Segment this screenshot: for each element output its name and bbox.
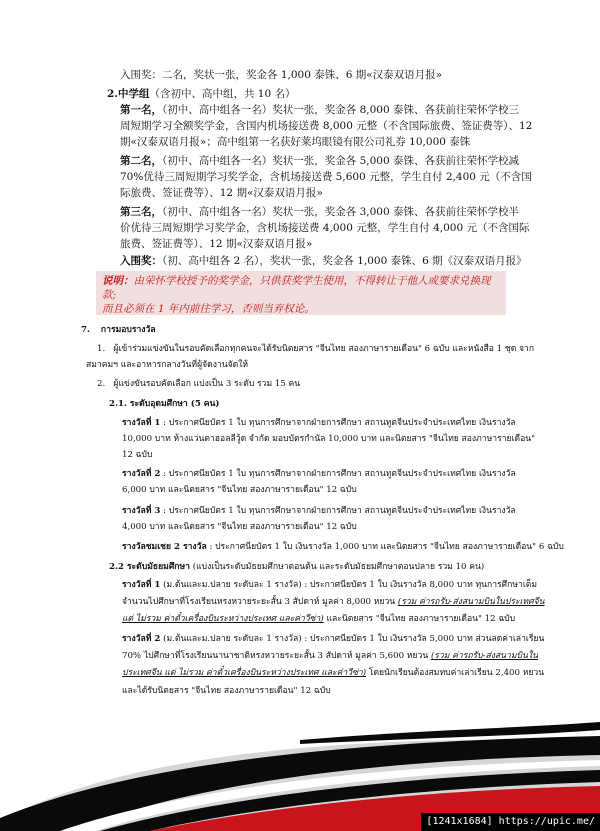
th-section-7-heading <box>81 325 156 336</box>
th-prize-label: รางวัลที่ 3 <box>122 506 161 516</box>
th-univ-prize-2 <box>122 469 516 480</box>
cn-first-prize-line <box>120 104 519 117</box>
th-sec-prize-2 <box>122 634 544 645</box>
th-univ-prize-3 <box>122 506 516 517</box>
th-para-number: 1. <box>97 344 106 354</box>
cn-line-honorable-primary: 入围奖：二名，奖状一张，奖金各 1,000 泰铢、6 期«汉泰双语月报» <box>120 69 443 81</box>
th-underlined-text: (รวม ค่ารถรับ-ส่งสนามบินใน <box>430 651 538 661</box>
cn-line: 价优待三周短期学习奖学金，含机场接送费 4,000 元整，学生自付 4,000 元（不含国际 <box>120 222 530 234</box>
note-line-2: 而且必须在 1 年内前往学习，否则当弃权论。 <box>102 303 315 315</box>
th-prize-text: : ประกาศนียบัตร 1 ใบ เงินรางวัล 1,000 บาท และนิตยสาร "จีนไทย สองภาษารายเดือน" 6 ฉบับ <box>209 542 564 552</box>
cn-second-prize-text: （初中、高中组各一名）奖状一张，奖金各 5,000 泰铢、各获前往荣怀学校减 <box>162 155 519 167</box>
th-para-text: ผู้เข้าร่วมแข่งขันในรอบคัดเลือกทุกคนจะได้รับนิตยสาร "จีนไทย สองภาษารายเดือน" 6 ฉบับ และหนังสือ 1 ชุด จาก <box>113 344 535 354</box>
cn-heading-rest: （含初中、高中组，共 10 名） <box>149 88 296 100</box>
th-prize-text: (ม.ต้นและม.ปลาย ระดับละ 1 รางวัล) : ประกาศนียบัตร 1 ใบ เงินรางวัล 8,000 บาท ทุนการศึกษาเต็ม <box>163 580 538 590</box>
th-text: 70% ไปศึกษาที่โรงเรียนนานาชาติหรงหวายระยะสั้น 3 สัปดาห์ มูลค่า 5,600 หยวน <box>122 651 429 661</box>
th-section-number: 7. <box>81 325 90 335</box>
th-underlined-text: ประเทศจีน แต่ ไม่รวม ค่าตั๋วเครื่องบินระหว่างประเทศ และค่าวีซ่า) <box>122 668 367 678</box>
th-prize-label: รางวัลที่ 1 <box>122 418 161 428</box>
cn-heading-title: 中学组 <box>117 88 150 100</box>
th-line: และได้รับนิตยสาร "จีนไทย สองภาษารายเดือน" 12 ฉบับ <box>122 686 331 696</box>
note-text-1: 由荣怀学校授予的奖学金，只供获奖学生使用，不得转让于他人或要求兑换现款; <box>102 275 491 301</box>
cn-line: 旅费、签证费等）、12 期«汉泰双语月报» <box>120 238 313 250</box>
th-para-text: ผู้แข่งขันรอบคัดเลือก แบ่งเป็น 3 ระดับ รวม 15 คน <box>113 379 301 389</box>
th-para-2 <box>97 379 300 390</box>
th-prize-text: : ประกาศนียบัตร 1 ใบ ทุนการศึกษาจากฝ่ายการศึกษา สถานทูตจีนประจำประเทศไทย เงินรางวัล <box>163 506 516 516</box>
th-prize-text: : ประกาศนียบัตร 1 ใบ ทุนการศึกษาจากฝ่ายการศึกษา สถานทูตจีนประจำประเทศไทย เงินรางวัล <box>163 418 516 428</box>
note-line-1 <box>102 274 500 302</box>
cn-first-prize-label: 第一名， <box>120 104 162 116</box>
cn-third-prize-label: 第三名， <box>120 206 162 218</box>
cn-second-prize-label: 第二名， <box>120 155 162 167</box>
image-size-badge: [1241x1684] https://upic.me/ <box>421 813 600 831</box>
th-line <box>122 651 538 662</box>
th-prize-label: รางวัลที่ 2 <box>122 469 161 479</box>
cn-heading-number: 2. <box>107 88 118 100</box>
note-label: 说明： <box>102 275 134 287</box>
th-text: และนิตยสาร "จีนไทย สองภาษารายเดือน" 12 ฉบับ <box>326 614 516 624</box>
cn-line: 70%优待三周短期学习奖学金，含机场接送费 5,600 元整，学生自付 2,400 元（不含国 <box>120 171 532 183</box>
scholarship-note-box <box>96 271 506 315</box>
cn-honorable-label: 入围奖： <box>120 255 162 267</box>
cn-honorable-text: （初、高中组各 2 名），奖状一张，奖金各 1,000 泰铢、6 期《汉泰双语月报》 <box>162 255 527 267</box>
th-line <box>122 668 544 679</box>
th-text: จำนวนไปศึกษาที่โรงเรียนหรงหวายระยะสั้น 3 สัปดาห์ มูลค่า 8,000 หยวน <box>122 597 396 607</box>
th-univ-consolation <box>122 542 564 553</box>
cn-line: 期«汉泰双语月报»；高中组第一名获好莱坞眼镜有限公司礼券 10,000 泰铢 <box>120 136 471 148</box>
th-prize-text: (ม.ต้นและม.ปลาย ระดับละ 1 รางวัล) : ประกาศนียบัตร 1 ใบ เงินรางวัล 5,000 บาท ส่วนลดค่าเล่าเรียน <box>163 634 545 644</box>
cn-third-prize-text: （初中、高中组各一名）奖状一张，奖金各 3,000 泰铢、各获前往荣怀学校半 <box>162 206 519 218</box>
th-para-1 <box>97 344 534 355</box>
th-line: 10,000 บาท ห้างแว่นตาฮอลลีวู้ด จำกัด มอบบัตรกำนัล 10,000 บาท และนิตยสาร "จีนไทย สองภาษารายเดือน" <box>122 434 536 444</box>
th-underlined-text: แต่ ไม่รวม ค่าตั๋วเครื่องบินระหว่างประเทศ และค่าวีซ่า) <box>122 614 324 624</box>
th-line: 12 ฉบับ <box>122 450 153 460</box>
th-subheading-university: 2.1. ระดับอุดมศึกษา (5 คน) <box>109 399 220 409</box>
th-line: 6,000 บาท และนิตยสาร "จีนไทย สองภาษารายเดือน" 12 ฉบับ <box>122 485 357 495</box>
cn-line: 周短期学习全额奖学金，含国内机场接送费 8,000 元整（不含国际旅费、签证费等）、12 <box>120 120 533 132</box>
th-section-title: การมอบรางวัล <box>100 325 156 335</box>
th-subheading-secondary <box>109 562 484 573</box>
th-univ-prize-1 <box>122 418 516 429</box>
cn-third-prize-line <box>120 206 519 219</box>
th-subheading-rest: (แบ่งเป็นระดับมัธยมศึกษาตอนต้น และระดับมัธยมศึกษาตอนปลาย รวม 10 คน) <box>192 562 485 572</box>
th-text: โดยนักเรียนต้องสมทบค่าเล่าเรียน 2,400 หยวน <box>368 668 545 678</box>
th-prize-label: รางวัลที่ 1 <box>122 580 161 590</box>
cn-first-prize-text: （初中、高中组各一名）奖状一张，奖金各 8,000 泰铢、各获前往荣怀学校三 <box>162 104 519 116</box>
decorative-swoosh-footer <box>0 700 600 831</box>
th-subheading-title: 2.2 ระดับมัธยมศึกษา <box>109 562 190 572</box>
th-line <box>122 597 545 608</box>
th-line: 4,000 บาท และนิตยสาร "จีนไทย สองภาษารายเดือน" 12 ฉบับ <box>122 522 357 532</box>
th-prize-text: : ประกาศนียบัตร 1 ใบ ทุนการศึกษาจากฝ่ายการศึกษา สถานทูตจีนประจำประเทศไทย เงินรางวัล <box>163 469 516 479</box>
th-line: สมาคมฯ และอาหารกลางวันที่ผู้จัดงานจัดให้ <box>86 360 249 370</box>
th-prize-label: รางวัลชมเชย 2 รางวัล <box>122 542 207 552</box>
th-underlined-text: (รวม ค่ารถรับ-ส่งสนามบินในประเทศจีน <box>397 597 545 607</box>
cn-honorable-line <box>120 255 527 268</box>
th-para-number: 2. <box>97 379 106 389</box>
th-prize-label: รางวัลที่ 2 <box>122 634 161 644</box>
cn-heading-secondary-group <box>107 88 296 101</box>
th-sec-prize-1 <box>122 580 537 591</box>
th-line <box>122 614 515 625</box>
cn-line: 际旅费、签证费等）、12 期«汉泰双语月报» <box>120 187 323 199</box>
cn-second-prize-line <box>120 155 519 168</box>
